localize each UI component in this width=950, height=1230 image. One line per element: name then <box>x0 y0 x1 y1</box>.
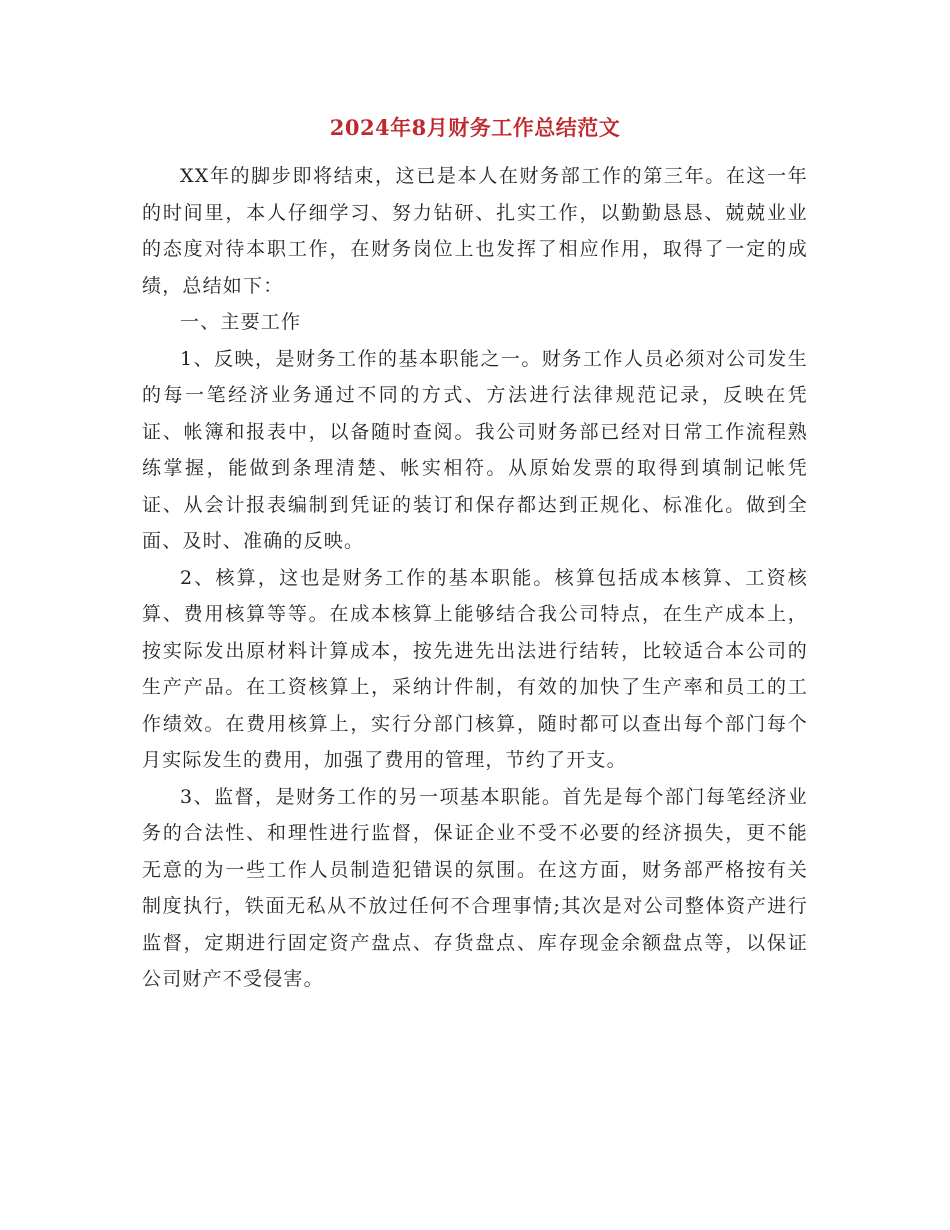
paragraph-item-2: 2、核算，这也是财务工作的基本职能。核算包括成本核算、工资核算、费用核算等等。在成本核算上能够结合我公司特点，在生产成本上，按实际发出原材料计算成本，按先进先出法进行结转，比较适合本公司的生产产品。在工资核算上，采纳计件制，有效的加快了生产率和员工的工作绩效。在费用核算上，实行分部门核算，随时都可以查出每个部门每个月实际发生的费用，加强了费用的管理，节约了开支。 <box>142 566 808 771</box>
paragraph-item-1: 1、反映，是财务工作的基本职能之一。财务工作人员必须对公司发生的每一笔经济业务通过不同的方式、方法进行法律规范记录，反映在凭证、帐簿和报表中，以备随时查阅。我公司财务部已经对日常工作流程熟练掌握，能做到条理清楚、帐实相符。从原始发票的取得到填制记帐凭证、从会计报表编制到凭证的装订和保存都达到正规化、标准化。做到全面、及时、准确的反映。 <box>142 347 808 552</box>
document-title: 2024年8月财务工作总结范文 <box>329 115 621 140</box>
paragraph-intro: XX年的脚步即将结束，这已是本人在财务部工作的第三年。在这一年的时间里，本人仔细学习、努力钻研、扎实工作，以勤勤恳恳、兢兢业业的态度对待本职工作，在财务岗位上也发挥了相应作用，取得了一定的成绩，总结如下： <box>142 165 808 297</box>
section-heading-main-work: 一、主要工作 <box>180 311 302 333</box>
paragraph-item-3: 3、监督，是财务工作的另一项基本职能。首先是每个部门每笔经济业务的合法性、和理性进行监督，保证企业不受不必要的经济损失，更不能无意的为一些工作人员制造犯错误的氛围。在这方面，财务部严格按有关制度执行，铁面无私从不放过任何不合理事情;其次是对公司整体资产进行监督，定期进行固定资产盘点、存货盘点、库存现金余额盘点等，以保证公司财产不受侵害。 <box>142 785 808 990</box>
document-body <box>142 158 808 998</box>
